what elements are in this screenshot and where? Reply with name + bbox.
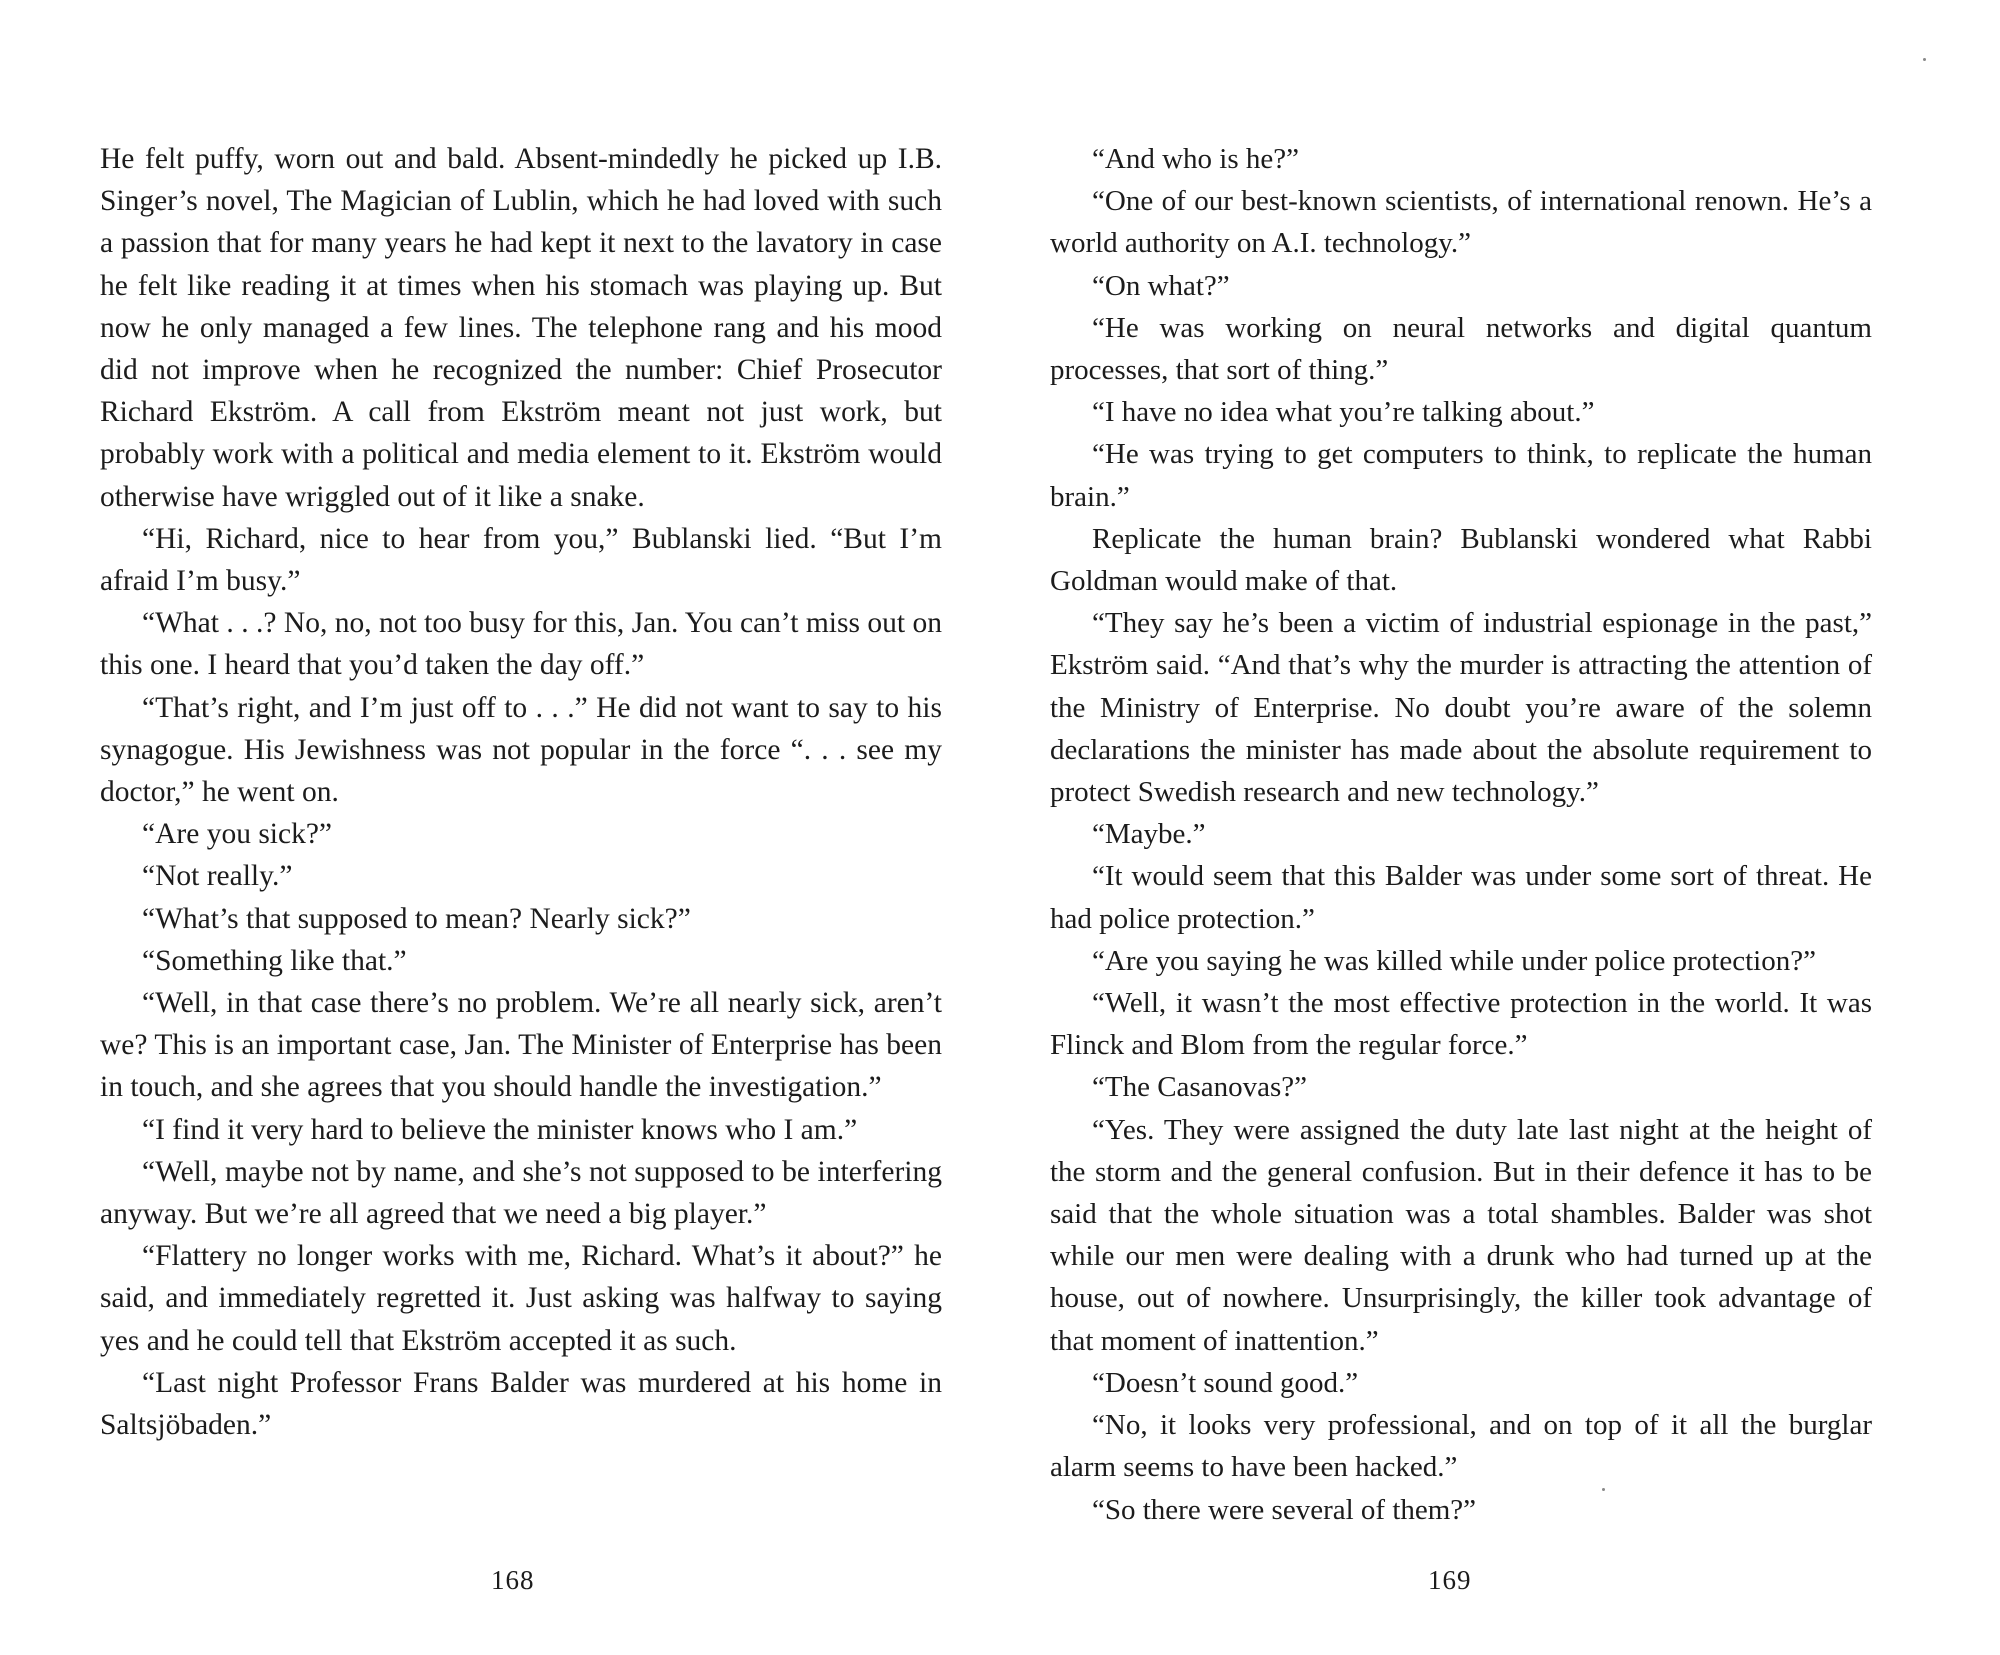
paragraph: “So there were several of them?” (1092, 1493, 1477, 1526)
scan-speck (1923, 58, 1926, 61)
paragraph: “What’s that supposed to mean? Nearly sick?” (142, 902, 691, 935)
paragraph: “That’s right, and I’m just off to . . .” He did not want to say to his synagogue. His Jewishness was not popular in the force “. . . see my doctor,” he went on. (100, 691, 942, 809)
paragraph: “Last night Professor Frans Balder was murdered at his home in Saltsjöbaden.” (100, 1366, 942, 1442)
page-number-left: 168 (491, 1565, 535, 1595)
paragraph: “It would seem that this Balder was under some sort of threat. He had police protection.” (1050, 860, 1872, 935)
paragraph: “What . . .? No, no, not too busy for this, Jan. You can’t miss out on this one. I heard that you’d taken the day off.” (100, 607, 942, 682)
paragraph: “I have no idea what you’re talking about.” (1092, 396, 1595, 429)
paragraph: “Not really.” (142, 860, 293, 893)
paragraph: “They say he’s been a victim of industrial espionage in the past,” Ekström said. “And that’s why the murder is attracting the attention of the Ministry of Enterprise. No doubt you’re aware of the solemn declarations the minister has made about the absolute requirement to protect Swedish research and new technology.” (1050, 607, 1872, 809)
paragraph: Replicate the human brain? Bublanski wondered what Rabbi Goldman would make of that. (1050, 522, 1872, 598)
paragraph: “Are you saying he was killed while under police protection?” (1092, 944, 1816, 977)
paragraph: “On what?” (1092, 269, 1230, 302)
scan-speck (1602, 1488, 1605, 1491)
left-page-text (100, 138, 942, 1446)
paragraph: “Doesn’t sound good.” (1092, 1366, 1359, 1399)
right-page (1050, 138, 1872, 1531)
paragraph: “Something like that.” (142, 944, 407, 977)
paragraph: “One of our best-known scientists, of international renown. He’s a world authority on A.I. technology.” (1050, 185, 1872, 260)
paragraph: “Well, it wasn’t the most effective protection in the world. It was Flinck and Blom from the regular force.” (1050, 987, 1872, 1062)
paragraph: “He was working on neural networks and digital quantum processes, that sort of thing.” (1050, 311, 1872, 387)
paragraph: “Yes. They were assigned the duty late last night at the height of the storm and the general confusion. But in their defence it has to be said that the whole situation was a total shambles. Balder was shot while our men were dealing with a drunk who had turned up at the house, out of nowhere. Unsurprisingly, the killer took advantage of that moment of inattention.” (1050, 1113, 1872, 1357)
paragraph: “Are you sick?” (142, 818, 333, 851)
paragraph: “Maybe.” (1092, 818, 1206, 851)
right-page-text (1050, 138, 1872, 1531)
paragraph: “Well, maybe not by name, and she’s not supposed to be interfering anyway. But we’re all agreed that we need a big player.” (100, 1155, 942, 1231)
paragraph: He felt puffy, worn out and bald. Absent-mindedly he picked up I.B. Singer’s novel, The Magician of Lublin, which he had loved with such a passion that for many years he had kept it next to the lavatory in case he felt like reading it at times when his stomach was playing up. But now he only managed a few lines. The telephone rang and his mood did not improve when he recognized the number: Chief Prosecutor Richard Ekström. A call from Ekström meant not just work, but probably work with a political and media element to it. Ekström would otherwise have wriggled out of it like a snake. (100, 143, 942, 513)
paragraph: “I find it very hard to believe the minister knows who I am.” (142, 1113, 858, 1146)
paragraph: “Hi, Richard, nice to hear from you,” Bublanski lied. “But I’m afraid I’m busy.” (100, 522, 942, 598)
page-number-right: 169 (1428, 1565, 1472, 1595)
paragraph: “He was trying to get computers to think, to replicate the human brain.” (1050, 438, 1872, 513)
paragraph: “Flattery no longer works with me, Richard. What’s it about?” he said, and immediately regretted it. Just asking was halfway to saying yes and he could tell that Ekström accepted it as such. (100, 1240, 942, 1357)
paragraph: “Well, in that case there’s no problem. We’re all nearly sick, aren’t we? This is an important case, Jan. The Minister of Enterprise has been in touch, and she agrees that you should handle the investigation.” (100, 987, 942, 1104)
paragraph: “And who is he?” (1092, 143, 1299, 175)
left-page (100, 138, 942, 1446)
paragraph: “No, it looks very professional, and on top of it all the burglar alarm seems to have been hacked.” (1050, 1409, 1872, 1484)
paragraph: “The Casanovas?” (1092, 1071, 1307, 1104)
